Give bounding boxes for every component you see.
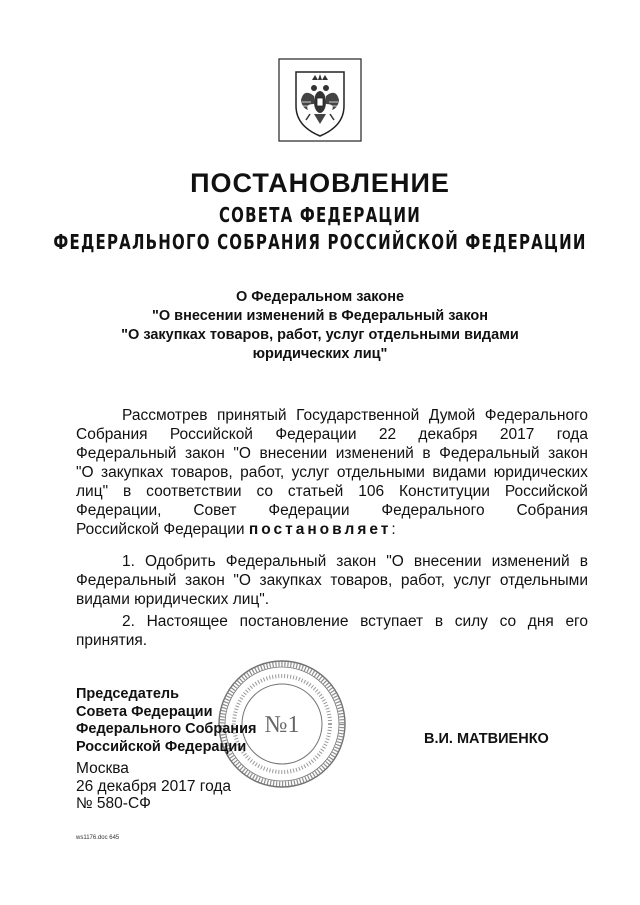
word: юридических <box>493 464 588 481</box>
issue-date: 26 декабря 2017 года <box>76 777 232 795</box>
word: Федеральный <box>76 572 177 589</box>
word: видами <box>432 464 487 481</box>
clause-line <box>76 612 588 631</box>
document-subtitle-assembly: ФЕДЕРАЛЬНОГО СОБРАНИЯ РОССИЙСКОЙ ФЕДЕРАЦИИ <box>53 229 587 255</box>
word: декабря <box>418 426 478 443</box>
subject-line: "О закупках товаров, работ, услуг отдельными видами <box>121 327 519 343</box>
word: 106 <box>358 483 385 500</box>
word: соответствии <box>146 483 242 500</box>
word: Федерации <box>268 502 350 519</box>
word: изменений <box>491 553 570 570</box>
word: силу <box>454 613 488 630</box>
subject-line: "О внесении изменений в Федеральный закон <box>152 308 488 324</box>
preamble-text: Российской Федерации <box>76 521 249 538</box>
word: закон <box>184 445 225 462</box>
clause-line <box>76 571 588 590</box>
word: "О <box>76 464 94 481</box>
preamble-paragraph <box>76 406 588 539</box>
word: года <box>556 426 588 443</box>
word: в <box>434 613 444 630</box>
clause-line <box>76 552 588 571</box>
word: постановление <box>239 613 349 630</box>
word: Федерации, <box>76 502 162 519</box>
word: Думой <box>428 407 476 424</box>
word: закупках <box>259 572 322 589</box>
word: Федеральный <box>76 445 177 462</box>
word: 1. <box>122 553 135 570</box>
subject-line: юридических лиц" <box>252 346 388 362</box>
word: услуг <box>453 572 492 589</box>
file-reference: ws1176.doc 645 <box>76 835 120 841</box>
word: закон <box>548 445 588 462</box>
word: закон <box>336 553 377 570</box>
word: Федерального <box>484 407 588 424</box>
word: дня <box>527 613 554 630</box>
word: в <box>579 553 588 570</box>
word: закон <box>184 572 225 589</box>
preamble-line <box>76 463 588 482</box>
position-line: Федерального Собрания <box>76 721 257 737</box>
word: внесении <box>259 445 328 462</box>
document-subject <box>120 288 520 364</box>
document-title: ПОСТАНОВЛЕНИЕ <box>190 168 450 198</box>
seal-number: №1 <box>264 712 300 738</box>
clause-line: принятия. <box>76 632 148 649</box>
word: Российской <box>169 426 253 443</box>
word: отдельными <box>499 572 588 589</box>
word: "О <box>386 553 404 570</box>
word: в <box>123 483 132 500</box>
preamble-line <box>76 520 588 539</box>
word: Одобрить <box>145 553 216 570</box>
position-line: Председатель <box>76 686 180 702</box>
preamble-colon: : <box>391 521 396 538</box>
word: Собрания <box>76 426 148 443</box>
word: товаров, <box>170 464 233 481</box>
preamble-line <box>76 406 588 425</box>
word: товаров, <box>330 572 393 589</box>
word: отдельными <box>336 464 425 481</box>
word: Собрания <box>516 502 588 519</box>
issue-place: Москва <box>76 760 129 777</box>
clause-line: видами юридических лиц". <box>76 591 270 608</box>
word: Государственной <box>296 407 420 424</box>
word: Настоящее <box>146 613 228 630</box>
word: со <box>499 613 517 630</box>
word: работ, <box>400 572 445 589</box>
word: внесении <box>413 553 482 570</box>
word: в <box>422 445 431 462</box>
word: 22 <box>378 426 397 443</box>
word: 2017 <box>499 426 535 443</box>
document-number: № 580-СФ <box>76 795 151 812</box>
word: "О <box>233 445 251 462</box>
word: со <box>256 483 274 500</box>
word: Российской <box>504 483 588 500</box>
word: работ, <box>240 464 285 481</box>
word: Совет <box>193 502 237 519</box>
word: Федерального <box>381 502 485 519</box>
preamble-line <box>76 501 588 520</box>
word: Федеральный <box>439 445 540 462</box>
word: "О <box>233 572 251 589</box>
word: Федеральный <box>225 553 327 570</box>
resolution-verb: постановляет <box>248 521 392 538</box>
coat-of-arms-icon <box>278 58 362 142</box>
position-line: Совета Федерации <box>76 703 213 720</box>
document-subtitle-council: СОВЕТА ФЕДЕРАЦИИ <box>218 202 422 228</box>
word: Федерации <box>275 426 357 443</box>
word: закупках <box>100 464 164 481</box>
word: его <box>565 613 588 630</box>
word: лиц" <box>76 483 109 500</box>
clause-1 <box>76 552 588 609</box>
position-line: Российской Федерации <box>76 738 247 755</box>
word: вступает <box>360 613 424 630</box>
word: статьей <box>287 483 344 500</box>
preamble-line <box>76 425 588 444</box>
issue-details <box>76 760 231 813</box>
subject-line: О Федеральном законе <box>235 289 405 305</box>
word: 2. <box>122 613 135 630</box>
word: изменений <box>335 445 414 462</box>
word: услуг <box>291 464 330 481</box>
signatory-position <box>76 686 256 756</box>
clause-2 <box>76 612 588 650</box>
preamble-line <box>76 444 588 463</box>
word: Конституции <box>399 483 490 500</box>
signatory-name: В.И. МАТВИЕНКО <box>424 731 549 747</box>
word: Рассмотрев <box>122 407 208 424</box>
preamble-line <box>76 482 588 501</box>
word: принятый <box>217 407 287 424</box>
